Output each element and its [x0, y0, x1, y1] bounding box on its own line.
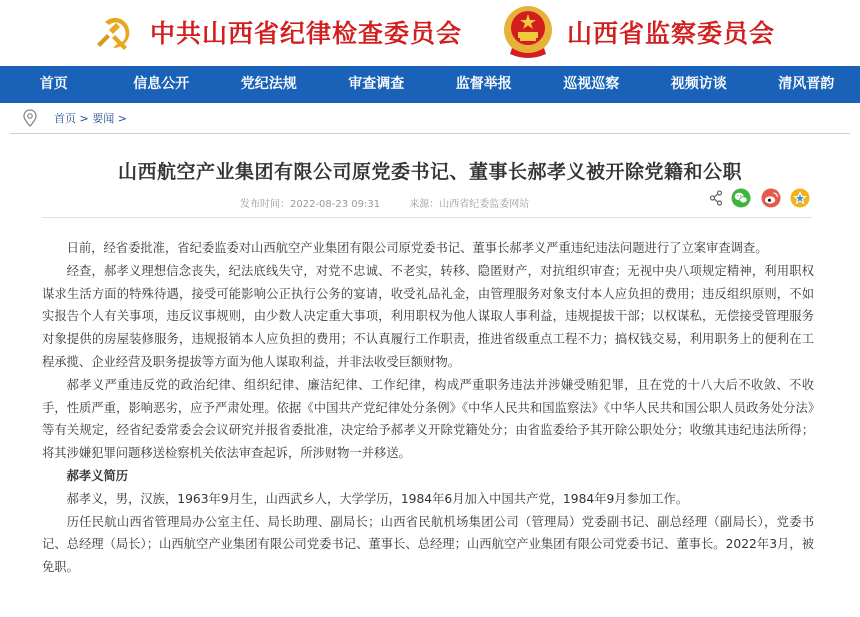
publish-time: 发布时间：2022-08-23 09:31 — [240, 199, 381, 210]
nav-item-video[interactable]: 视频访谈 — [670, 76, 727, 92]
site-title-supervision: 山西省监察委员会 — [567, 19, 776, 48]
site-title-commission: 中共山西省纪律检查委员会 — [150, 19, 463, 48]
site-header — [0, 0, 860, 66]
meta-divider — [42, 217, 812, 218]
qzone-icon[interactable] — [790, 188, 810, 208]
paragraph-career: 历任民航山西省管理局办公室主任、局长助理、副局长；山西省民航机场集团公司（管理局）党委副书记、副总经理（副局长），党委书记、总经理（局长）；山西航空产业集团有限公司党委书记、董事长、总经理；山西航空产业集团有限公司党委书记、董事长。2022年3月，被免职。 — [42, 514, 814, 575]
article-body — [42, 237, 814, 579]
breadcrumb-separator: > — [76, 112, 93, 125]
nav-item-info[interactable]: 信息公开 — [133, 76, 190, 92]
party-emblem-icon — [91, 8, 139, 56]
paragraph-bio: 郝孝义，男，汉族，1963年9月生，山西武乡人，大学学历，1984年6月加入中国共产党，1984年9月参加工作。 — [66, 491, 689, 506]
nav-item-culture[interactable]: 清风晋韵 — [778, 76, 835, 92]
weibo-icon[interactable] — [761, 188, 781, 208]
nav-item-investigation[interactable]: 审查调查 — [348, 76, 405, 92]
share-icon[interactable] — [709, 188, 723, 208]
main-nav — [0, 66, 860, 103]
nav-item-report[interactable]: 监督举报 — [455, 76, 512, 92]
nav-item-home[interactable]: 首页 — [39, 76, 68, 92]
breadcrumb-end: > — [114, 112, 127, 125]
breadcrumb-section-link[interactable]: 要闻 — [92, 112, 115, 125]
article-title: 山西航空产业集团有限公司原党委书记、董事长郝孝义被开除党籍和公职 — [117, 161, 742, 183]
resume-heading: 郝孝义简历 — [66, 468, 129, 483]
wechat-icon[interactable] — [731, 188, 751, 208]
nav-item-regulations[interactable]: 党纪法规 — [240, 76, 297, 92]
nav-item-inspection[interactable]: 巡视巡察 — [563, 76, 620, 92]
location-pin-icon — [22, 109, 38, 127]
paragraph-decision: 郝孝义严重违反党的政治纪律、组织纪律、廉洁纪律、工作纪律，构成严重职务违法并涉嫌受贿犯罪，且在党的十八大后不收敛、不收手，性质严重，影响恶劣，应予严肃处理。依据《中国共产党纪律处分条例》《中华人民共和国监察法》《中华人民共和国公职人员政务处分法》等有关规定，经省纪委常委会会议研究并报省委批准，决定给予郝孝义开除党籍处分；由省监委给予其开除公职处分；收缴其违纪违法所得；将其涉嫌犯罪问题移送检察机关依法审查起诉，所涉财物一并移送。 — [42, 377, 814, 461]
article-meta — [240, 195, 555, 210]
paragraph-intro: 日前，经省委批准，省纪委监委对山西航空产业集团有限公司原党委书记、董事长郝孝义严重违纪违法问题进行了立案审查调查。 — [66, 241, 768, 255]
article-source: 来源：山西省纪委监委网站 — [409, 199, 530, 210]
breadcrumb-divider — [10, 133, 850, 134]
breadcrumb-home-link[interactable]: 首页 — [54, 112, 76, 125]
breadcrumb — [0, 103, 860, 133]
national-emblem-icon — [502, 4, 554, 60]
paragraph-findings: 经查，郝孝义理想信念丧失，纪法底线失守，对党不忠诚、不老实，转移、隐匿财产，对抗组织审查；无视中央八项规定精神，利用职权谋求生活方面的特殊待遇，接受可能影响公正执行公务的宴请，收受礼品礼金，由管理服务对象支付本人应负担的费用；违反组织原则，不如实报告个人有关事项，违反议事规则，由少数人决定重大事项，利用职权为他人谋取人事利益，违规提拔干部；以权谋私，无偿接受管理服务对象提供的房屋装修服务，违规报销本人应负担的费用；不认真履行工作职责，推进省级重点工程不力；搞权钱交易，利用职务上的便利在工程承揽、企业经营及职务提拔等方面为他人谋取利益，并非法收受巨额财物。 — [42, 263, 814, 369]
